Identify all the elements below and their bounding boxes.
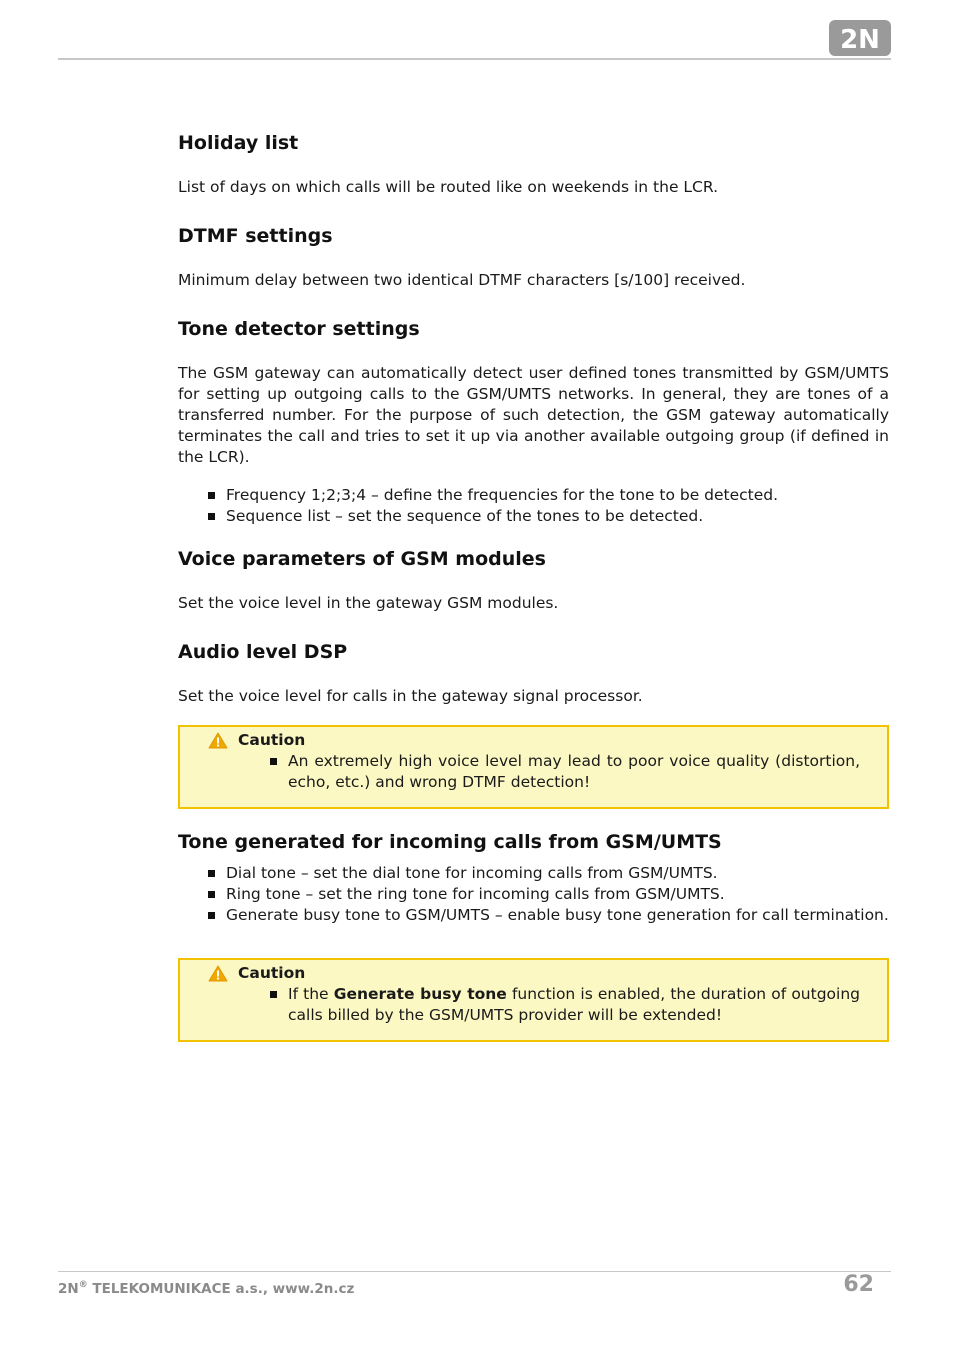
- company-logo: [828, 19, 892, 57]
- footer-company-name: TELEKOMUNIKACE a.s., www.2n.cz: [87, 1281, 355, 1297]
- footer-registered-mark: ®: [78, 1280, 88, 1290]
- heading-dtmf-settings: DTMF settings: [178, 225, 333, 247]
- logo-text: 2N: [840, 25, 880, 55]
- caution-list: [268, 751, 860, 793]
- list-item: Ring tone – set the ring tone for incoming calls from GSM/UMTS.: [178, 884, 889, 905]
- tone-generated-list: [178, 863, 889, 926]
- caution-box: [178, 725, 889, 809]
- caution-title: Caution: [238, 731, 306, 749]
- caution-text-after: function is enabled, the duration of outgoing calls billed by the GSM/UMTS provider will be extended!: [288, 985, 860, 1024]
- caution-box: [178, 958, 889, 1042]
- header-divider: [58, 58, 891, 60]
- tone-detector-list: [178, 485, 889, 527]
- footer-divider: [58, 1271, 891, 1272]
- audio-level-dsp-text: Set the voice level for calls in the gateway signal processor.: [178, 687, 643, 705]
- caution-item: [268, 984, 860, 1026]
- dtmf-settings-text: Minimum delay between two identical DTMF characters [s/100] received.: [178, 271, 746, 289]
- list-item: Generate busy tone to GSM/UMTS – enable busy tone generation for call termination.: [178, 905, 889, 926]
- caution-list: [268, 984, 860, 1026]
- footer-company: [58, 1280, 354, 1297]
- list-item: Dial tone – set the dial tone for incoming calls from GSM/UMTS.: [178, 863, 889, 884]
- footer-brand: 2N: [58, 1281, 79, 1297]
- list-item: Sequence list – set the sequence of the tones to be detected.: [178, 506, 889, 527]
- caution-text-before: If the: [288, 985, 334, 1003]
- caution-text-bold: Generate busy tone: [333, 985, 507, 1003]
- warning-icon: [208, 965, 228, 982]
- warning-icon: [208, 732, 228, 749]
- holiday-list-text: List of days on which calls will be routed like on weekends in the LCR.: [178, 178, 719, 196]
- list-item: Frequency 1;2;3;4 – define the frequencies for the tone to be detected.: [178, 485, 889, 506]
- caution-title: Caution: [238, 964, 306, 982]
- heading-holiday-list: Holiday list: [178, 132, 299, 154]
- heading-tone-detector: Tone detector settings: [178, 318, 420, 340]
- heading-tone-generated: Tone generated for incoming calls from GSM/UMTS: [178, 831, 722, 853]
- heading-voice-parameters: Voice parameters of GSM modules: [178, 548, 546, 570]
- heading-audio-level-dsp: Audio level DSP: [178, 641, 348, 663]
- caution-item: An extremely high voice level may lead to poor voice quality (distortion, echo, etc.) and wrong DTMF detection!: [268, 751, 860, 793]
- page-number: 62: [843, 1272, 874, 1297]
- voice-parameters-text: Set the voice level in the gateway GSM modules.: [178, 594, 559, 612]
- tone-detector-text: The GSM gateway can automatically detect user defined tones transmitted by GSM/UMTS for setting up outgoing calls to the GSM/UMTS networks. In general, they are tones of a transferred number. For the purpose of such detection, the GSM gateway automatically terminates the call and tries to set it up via another available outgoing group (if defined in the LCR).: [178, 364, 889, 466]
